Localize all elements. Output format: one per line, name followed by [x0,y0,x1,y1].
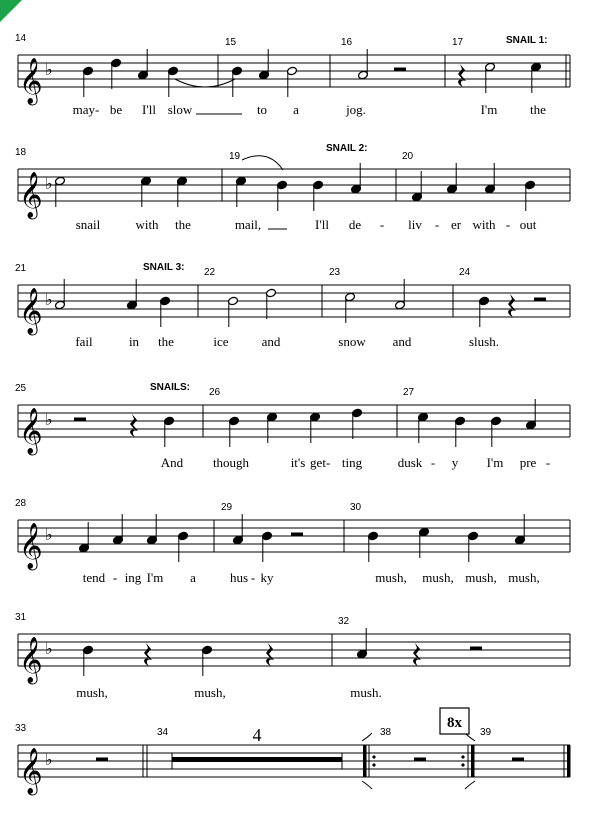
character-label: SNAIL 2: [326,143,368,154]
lyric-syllable: - [112,570,118,585]
multi-measure-rest-bar [172,757,342,762]
tie [175,79,235,87]
bracket-hook [362,733,372,741]
lyric-syllable: mush, [76,685,108,700]
lyric-syllable: hus [229,570,249,585]
lyric-syllable: ice [213,334,229,349]
quarter-rest [266,643,274,666]
lyric-syllable: out [519,217,537,232]
lyric-syllable: pre [519,455,537,470]
measure-number: 24 [459,267,471,278]
measure-number: 30 [350,502,362,513]
lyric-syllable: be [109,102,123,117]
treble-clef: 𝄞 [19,637,43,683]
treble-clef: 𝄞 [19,408,43,454]
measure-number: 39 [480,727,492,738]
lyric-syllable: mush, [508,570,540,585]
measure-number: 38 [380,727,392,738]
repeat-end-thick [471,745,475,777]
lyric-syllable: liv [408,217,422,232]
bracket-hook [465,781,475,789]
measure-number: 22 [204,267,216,278]
lyric-syllable: ky [260,570,274,585]
half-rest [470,647,482,651]
measure-number: 26 [209,387,221,398]
measure-number: 19 [229,151,241,162]
measure-number: 32 [338,616,350,627]
lyric-syllable: the [530,102,546,117]
lyric-syllable: a [293,102,299,117]
half-rest [414,758,426,762]
lyric-syllable: y [451,455,459,470]
lyric-syllable: with [135,217,159,232]
measure-number: 18 [15,147,27,158]
lyric-syllable: and [261,334,281,349]
half-rest [96,758,108,762]
lyric-syllable: I'll [315,217,329,232]
lyric-syllable: - [434,217,440,232]
treble-clef: 𝄞 [19,172,43,218]
lyric-syllable: snail [75,217,101,232]
system-3 [15,262,570,349]
measure-number: 28 [15,498,27,509]
key-signature-flat: ♭ [45,410,53,429]
quarter-rest [130,414,138,437]
measure-number: 34 [157,727,169,738]
lyric-syllable: ting [341,455,363,470]
measure-number: 16 [341,37,353,48]
multi-measure-rest-count: 4 [252,725,262,745]
lyric-syllable: mush. [350,685,382,700]
key-signature-flat: ♭ [45,290,53,309]
lyric-syllable: and [392,334,412,349]
lyric-syllable: to [256,102,268,117]
lyric-syllable: a [190,570,196,585]
treble-clef: 𝄞 [19,58,43,104]
lyric-syllable: mush, [422,570,454,585]
key-signature-flat: ♭ [45,750,53,769]
lyric-syllable: fail [75,334,93,349]
half-rest [74,418,86,422]
lyric-syllable: tend [82,570,106,585]
bracket-hook [362,781,372,789]
treble-clef: 𝄞 [19,523,43,569]
lyric-syllable: mush, [194,685,226,700]
lyric-syllable: And [160,455,184,470]
lyric-syllable: - [325,455,331,470]
quarter-rest [508,294,516,317]
measure-number: 15 [225,37,237,48]
lyric-syllable: de [348,217,362,232]
lyric-syllable: the [175,217,191,232]
measure-number: 20 [402,151,414,162]
lyric-syllable: mush, [465,570,497,585]
lyric-syllable: with [472,217,496,232]
lyric-syllable: slush. [469,334,499,349]
lyric-syllable: the [158,334,174,349]
repeat-start-thick [363,745,367,777]
measure-number: 21 [15,263,27,274]
lyric-syllable: - [430,455,436,470]
half-rest [291,533,303,537]
lyric-syllable: may- [72,102,100,117]
quarter-rest [144,643,152,666]
measure-number: 33 [15,723,27,734]
lyric-syllable: jog. [346,102,366,117]
system-6 [15,612,570,700]
measure-number: 25 [15,383,27,394]
lyric-syllable: snow [338,334,366,349]
key-signature-flat: ♭ [45,174,53,193]
measure-number: 23 [329,267,341,278]
lyric-syllable: I'm [486,455,504,470]
lyric-syllable: dusk [397,455,423,470]
measure-number: 27 [403,387,415,398]
half-rest [394,68,406,72]
lyric-syllable: - [250,570,256,585]
repeat-count: 8x [447,715,462,731]
repeat-dot [372,763,375,766]
repeat-dot [372,755,375,758]
system-2 [15,143,570,232]
half-rest [512,758,524,762]
repeat-dot [461,763,464,766]
quarter-rest [413,643,421,666]
character-label: SNAIL 3: [143,262,185,273]
lyric-syllable: - [379,217,385,232]
lyric-syllable: er [450,217,462,232]
repeat-dot [461,755,464,758]
lyric-syllable: I'm [146,570,164,585]
treble-clef: 𝄞 [19,748,43,794]
lyric-syllable: mush, [375,570,407,585]
lyric-syllable: though [212,455,250,470]
measure-number: 17 [452,37,464,48]
key-signature-flat: ♭ [45,639,53,658]
lyric-syllable: ing [124,570,142,585]
lyric-syllable: it's [290,455,306,470]
lyric-syllable: - [505,217,511,232]
lyric-syllable: in [128,334,140,349]
measure-number: 31 [15,612,27,623]
treble-clef: 𝄞 [19,288,43,334]
lyric-syllable: get [310,455,326,470]
character-label: SNAILS: [150,382,190,393]
quarter-rest [458,64,466,87]
lyric-syllable: I'll [142,102,156,117]
lyric-syllable: I'm [480,102,498,117]
half-rest [534,298,546,302]
slur [242,156,283,170]
measure-number: 29 [221,502,233,513]
key-signature-flat: ♭ [45,525,53,544]
lyric-syllable: slow [167,102,193,117]
final-barline [567,745,571,777]
key-signature-flat: ♭ [45,60,53,79]
system-5 [15,498,570,585]
lyric-syllable: mail, [234,217,262,232]
system-1 [15,33,570,117]
lyric-syllable: - [545,455,551,470]
system-4 [15,382,570,470]
character-label: SNAIL 1: [506,35,548,46]
measure-number: 14 [15,33,27,44]
